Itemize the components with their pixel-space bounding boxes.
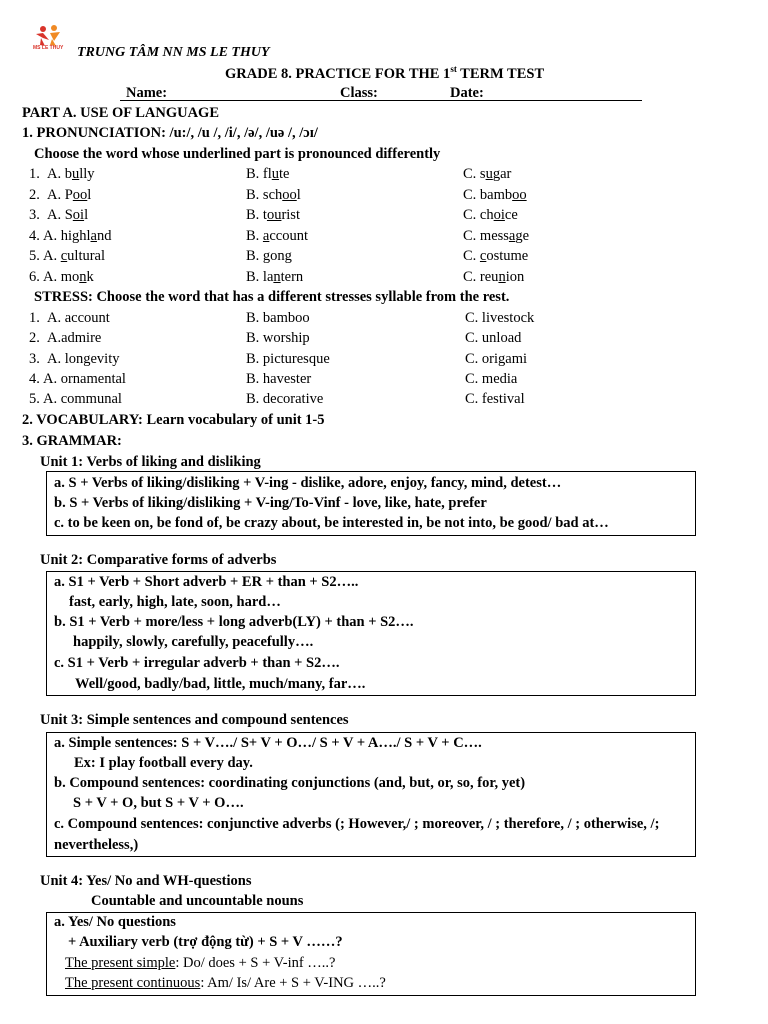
option-c: C. media [465,371,518,387]
unit3-line-c-cont: nevertheless,) [54,837,139,853]
pronunciation-row [0,187,768,207]
stress-row [0,310,768,330]
underlined-part: u [271,166,280,182]
center-name: TRUNG TÂM NN MS LE THUY [77,45,270,60]
unit3-formula-b: S + V + O, but S + V + O…. [73,795,244,811]
option-c: C. unload [465,330,522,346]
pronunciation-heading: 1. PRONUNCIATION: /u:/, /u /, /i/, /ə/, /uə /, /ɔɪ/ [22,125,318,141]
underlined-part: a [262,228,270,244]
word-part: C. reu [463,269,499,285]
word-part: lly [79,166,95,182]
row-number: 1. [29,310,40,326]
underlined-part: u [485,166,493,182]
word-part: A. [43,248,61,264]
word-part: B. [246,248,263,264]
row-number: 5. [29,391,40,407]
pronunciation-row [0,166,768,186]
unit2-line-a: a. S1 + Verb + Short adverb + ER + than + S2….. [54,574,359,590]
unit3-title: Unit 3: Simple sentences and compound sentences [40,712,349,728]
unit2-box [46,571,696,696]
word-part: k [86,269,94,285]
unit4-line-a: a. Yes/ No questions [54,914,176,930]
underlined-part: a [90,228,97,244]
unit1-title: Unit 1: Verbs of liking and disliking [40,454,261,470]
option-a: A.admire [47,330,102,346]
row-number: 3. [29,207,40,223]
option-b [246,207,300,224]
grammar-heading: 3. GRAMMAR: [22,433,122,449]
word-part: B. fl [246,166,272,182]
unit1-box [46,471,696,536]
pronunciation-instruction: Choose the word whose underlined part is pronounced differently [34,146,441,162]
word-part: rist [281,207,300,223]
underlined-part: g [262,248,271,264]
row-number: 6. [29,269,40,285]
word-part: te [279,166,290,182]
underlined-part: c [479,248,487,264]
stress-row [0,391,768,411]
option-a: A. communal [43,391,122,407]
word-part: C. mess [463,228,509,244]
stress-row [0,351,768,371]
word-part: A. mo [43,269,80,285]
pronunciation-row [0,228,768,248]
word-part: l [87,187,92,203]
option-c [463,187,527,204]
word-part: A. highl [43,228,91,244]
word-part: B. t [246,207,267,223]
option-b: B. decorative [246,391,324,407]
option-b: B. havester [246,371,312,387]
underlined-part: u [71,166,80,182]
word-part: C. [463,248,480,264]
option-b [246,248,292,265]
stress-row [0,330,768,350]
word-part: tern [280,269,304,285]
option-c [463,228,529,245]
unit3-example: Ex: I play football every day. [74,755,253,771]
word-part: ge [515,228,530,244]
underlined-part: oo [512,187,527,203]
word-part: B. la [246,269,274,285]
row-number: 4. [29,371,40,387]
stress-heading: STRESS: Choose the word that has a different stresses syllable from the rest. [34,289,510,305]
row-number: 3. [29,351,40,367]
word-part: gar [492,166,512,182]
option-b: B. bamboo [246,310,310,326]
underlined-part: n [273,269,281,285]
name-label: Name: [126,85,168,101]
underlined-part: n [498,269,506,285]
page-title: GRADE 8. PRACTICE FOR THE 1st TERM TEST [225,64,545,82]
underlined-part: oi [493,207,505,223]
unit2-example-a: fast, early, high, late, soon, hard… [69,594,281,610]
option-a: A. ornamental [43,371,126,387]
word-part: l [84,207,89,223]
unit2-title: Unit 2: Comparative forms of adverbs [40,552,277,568]
stress-row [0,371,768,391]
vocabulary-heading: 2. VOCABULARY: Learn vocabulary of unit 1-5 [22,412,325,428]
option-a [43,228,111,245]
word-part: C. ch [463,207,494,223]
row-number: 2. [29,330,40,346]
option-a [47,166,95,183]
part-a-heading: PART A. USE OF LANGUAGE [22,105,220,121]
unit3-line-a: a. Simple sentences: S + V…./ S+ V + O…/ S + V + A…./ S + V + C…. [54,735,482,751]
word-part: A. b [47,166,72,182]
word-part: ostume [486,248,529,264]
option-a [47,187,91,204]
option-c: C. livestock [465,310,535,326]
unit4-aux-formula: + Auxiliary verb (trợ động từ) + S + V ……? [68,934,343,950]
pronunciation-row [0,248,768,268]
word-part: B. sch [246,187,283,203]
word-part: C. bamb [463,187,513,203]
option-c: C. origami [465,351,528,367]
option-b [246,228,308,245]
word-part: ong [270,248,292,264]
row-number: 5. [29,248,40,264]
option-b [246,269,303,286]
unit4-present-continuous: The present continuous: Am/ Is/ Are + S + V-ING …..? [65,975,386,991]
option-b [246,187,301,204]
unit2-line-b: b. S1 + Verb + more/less + long adverb(LY) + than + S2…. [54,614,414,630]
class-label: Class: [340,85,378,101]
option-c [463,248,528,265]
unit4-present-simple: The present simple: Do/ does + S + V-inf …..? [65,955,336,971]
underlined-part: oo [282,187,297,203]
word-part: C. s [463,166,486,182]
word-part: B. [246,228,263,244]
word-part: l [296,187,301,203]
unit4-title: Unit 4: Yes/ No and WH-questions [40,873,252,889]
pronunciation-row [0,269,768,289]
underlined-part: ou [266,207,282,223]
option-c: C. festival [465,391,525,407]
option-a: A. longevity [47,351,120,367]
option-a [43,269,94,286]
row-number: 4. [29,228,40,244]
unit3-box [46,732,696,857]
option-c [463,207,518,224]
word-part: nd [96,228,112,244]
option-a [47,207,88,224]
unit3-line-b: b. Compound sentences: coordinating conjunctions (and, but, or, so, for, yet) [54,775,526,791]
center-logo [30,24,70,58]
word-part: A. P [47,187,73,203]
unit1-line-b: b. S + Verbs of liking/disliking + V-ing/To-Vinf - love, like, hate, prefer [54,495,487,511]
option-b: B. picturesque [246,351,330,367]
row-number: 2. [29,187,40,203]
option-c [463,269,524,286]
logo-figures-icon [30,24,70,58]
word-part: A. S [47,207,73,223]
unit1-line-c: c. to be keen on, be fond of, be crazy about, be interested in, be not into, be good/ bad at… [54,515,609,531]
option-a: A. account [47,310,110,326]
underlined-part: oi [72,207,85,223]
underlined-part: n [79,269,87,285]
underlined-part: oo [72,187,88,203]
word-part: ce [504,207,518,223]
underlined-part: a [508,228,516,244]
unit4-subtitle: Countable and uncountable nouns [91,893,304,909]
option-c [463,166,511,183]
option-a [43,248,105,265]
option-b [246,166,290,183]
word-part: ion [505,269,525,285]
name-class-date-line [120,85,642,101]
unit4-box [46,912,696,996]
unit2-example-c: Well/good, badly/bad, little, much/many, far…. [75,676,366,692]
date-label: Date: [450,85,484,101]
word-part: ultural [67,248,106,264]
unit2-line-c: c. S1 + Verb + irregular adverb + than + S2…. [54,655,340,671]
unit1-line-a: a. S + Verbs of liking/disliking + V-ing - dislike, adore, enjoy, fancy, mind, detest… [54,475,562,491]
option-b: B. worship [246,330,310,346]
pronunciation-row [0,207,768,227]
underlined-part: c [60,248,68,264]
logo-text: MS LE THUY [33,45,64,51]
unit2-example-b: happily, slowly, carefully, peacefully…. [73,634,314,650]
unit3-line-c: c. Compound sentences: conjunctive adverbs (; However,/ ; moreover, / ; therefore, / ; otherwise, /; [54,816,660,832]
row-number: 1. [29,166,40,182]
word-part: ccount [269,228,309,244]
